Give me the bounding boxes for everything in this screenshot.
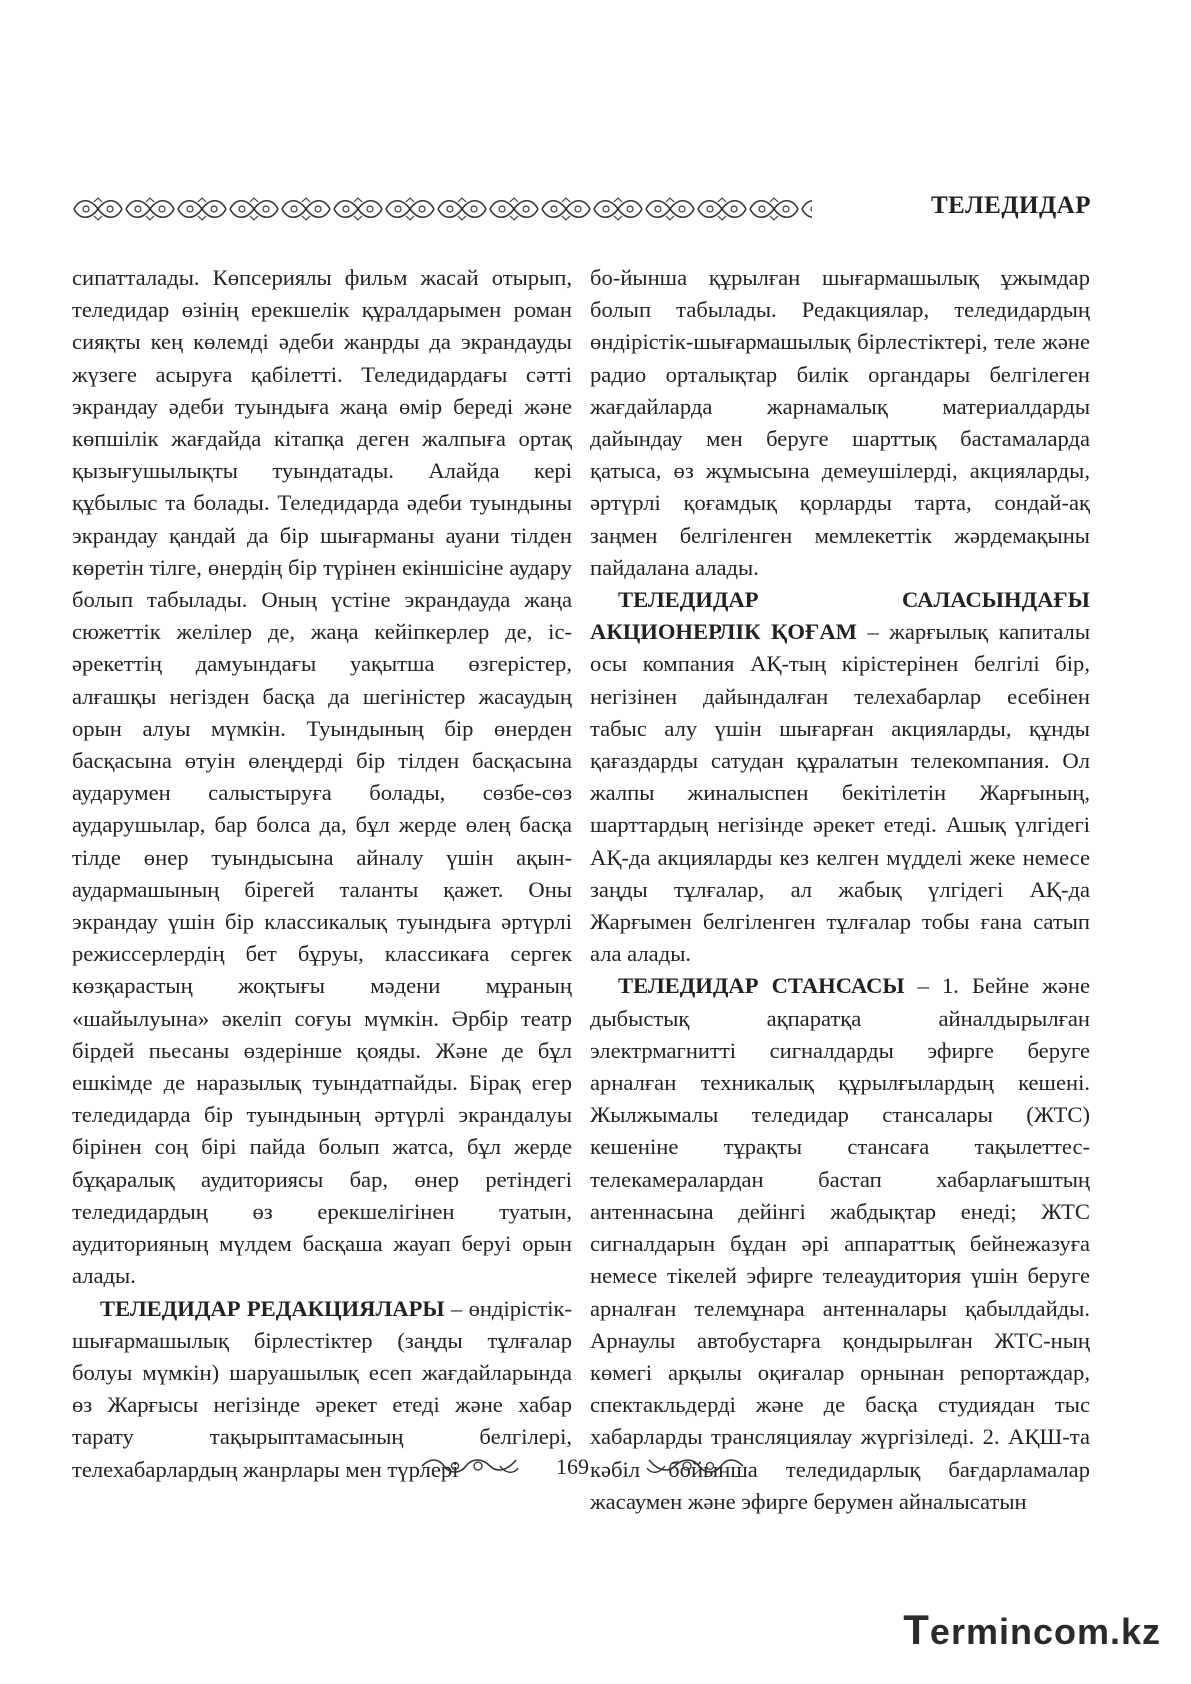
term-heading: ТЕЛЕДИДАР САЛАСЫНДАҒЫ АКЦИОНЕРЛІК ҚОҒАМ	[590, 587, 1090, 645]
watermark-logo-letter: T	[903, 1606, 930, 1653]
footer-ornament-right-icon	[645, 1454, 745, 1478]
ornament-pattern-icon	[72, 196, 812, 222]
right-paragraph-2	[590, 584, 1090, 970]
footer-ornament-left-icon	[420, 1454, 520, 1478]
term-definition: – өндірістік-шығармашылық бірлестіктер (заңды тұлғалар болуы мүмкін) шаруашылық есеп жағдайларында өз Жарғысы негізінде әрекет етеді және хабар тарату тақырыптамасының белгілері, телехабарлардың жанрлары мен түрлері	[72, 1295, 572, 1482]
term-heading: ТЕЛЕДИДАР СТАНСАСЫ	[618, 973, 905, 999]
term-definition: – жарғылық капиталы осы компания АҚ-тың кірістерінен белгілі бір, негізінен дайындалған телехабарлар есебінен табыс алу үшін шығарған акцияларды, құнды қағаздарды сатудан құралатын телекомпания. Ол жалпы жиналыспен бекітілетін Жарғының, шарттардың негізінде әрекет етеді. Ашық үлгідегі АҚ-да акцияларды кез келген мүдделі жеке немесе заңды тұлғалар, ал жабық үлгідегі АҚ-да Жарғымен белгіленген тұлғалар тобы ғана сатып ала алады.	[590, 619, 1090, 967]
watermark-logo	[903, 1606, 1161, 1654]
watermark-text: ermincom.kz	[929, 1611, 1161, 1652]
left-paragraph-1: сипатталады. Көпсериялы фильм жасай отырып, теледидар өзінің ерекшелік құралдарымен роман сияқты кең көлемді әдеби жанрды да экрандауды жүзеге асыруға қабілетті. Теледидардағы сәтті экрандау әдеби туындыға жаңа өмір береді және көпшілік жағдайда кітапқа деген жалпыға ортақ қызығушылықты туындатады. Алайда кері құбылыс та болады. Теледидарда әдеби туындыны экрандау қандай да бір шығарманы ауани тілден көретін тілге, өнердің бір түрінен екіншісіне аудару болып табылады. Оның үстіне экрандауда жаңа сюжеттік желілер де, жаңа кейіпкерлер де, іс-әрекеттің дамуындағы уақытша өзгерістер, алғашқы негізден басқа да шегіністер жасаудың орын алуы мүмкін. Туындының бір өнерден басқасына өтуін өлеңдерді бір тілден басқасына аударумен салыстыруға болады, сөзбе-сөз аударушылар, бар болса да, бұл жерде өлең басқа тілде өнер туындысына айналу үшін ақын-аудармашының бірегей таланты қажет. Оны экрандау үшін бір классикалық туындыға әртүрлі режиссерлердің бет бұруы, классикаға сергек көзқарастың жоқтығы мәдени мұраның «шайылуына» әкеліп соғуы мүмкін. Әрбір театр бірдей пьесаны өздерінше қояды. Және де бұл ешкімде де наразылық туындатпайды. Бірақ егер теледидарда бір туындының әртүрлі экрандалуы бірінен соң бірі пайда болып жатса, бұл жерде бұқаралық аудиториясы бар, өнер ретіндегі теледидардың өз ерекшелігінен туатын, аудиторияның мүлдем басқаша жауап беруі орын алады.	[72, 265, 572, 1289]
term-definition: – 1. Бейне және дыбыстық ақпаратқа айналдырылған электрмагнитті сигналдарды эфирге беруге арналған техникалық құрылғылардың кешені. Жылжымалы теледидар стансалары (ЖТС) кешеніне тұрақты стансаға тақылеттес-телекамералардан бастап хабарлағыштың антеннасына дейінгі жабдықтар енеді; ЖТС сигналдарын бұдан әрі аппараттық бейнежазуға немесе тікелей эфирге телеаудитория үшін беруге арналған телемұнара антенналары қабылдайды. Арнаулы автобустарға қондырылған ЖТС-ның көмегі арқылы оқиғалар орнынан репортаждар, спектакльдерді және де басқа студиядан тыс хабарларды трансляциялау жүргізіледі. 2. АҚШ-та кәбіл бойынша теледидарлық бағдарламалар жасаумен және эфирге берумен айналысатын	[590, 973, 1090, 1514]
header-ornament	[72, 196, 812, 222]
page-footer	[0, 1448, 1191, 1488]
page-number: 169	[556, 1454, 589, 1479]
left-column	[72, 262, 572, 1486]
right-column	[590, 262, 1090, 1518]
right-paragraph-3	[590, 970, 1090, 1517]
term-heading: ТЕЛЕДИДАР РЕДАКЦИЯЛАРЫ	[100, 1295, 445, 1321]
right-paragraph-1: бо-йынша құрылған шығармашылық ұжымдар болып табылады. Редакциялар, теледидардың өндірістік-шығармашылық бірлестіктері, теле және радио орталықтар билік органдары белгілеген жағдайларда жарнамалық материалдарды дайындау мен беруге шарттық бастамаларда қатыса, өз жұмысына демеушілерді, акцияларды, әртүрлі қоғамдық қорларды тарта, сондай-ақ заңмен белгіленген мемлекеттік жәрдемақыны пайдалана алады.	[590, 265, 1090, 580]
running-header-title: ТЕЛЕДИДАР	[931, 192, 1091, 219]
